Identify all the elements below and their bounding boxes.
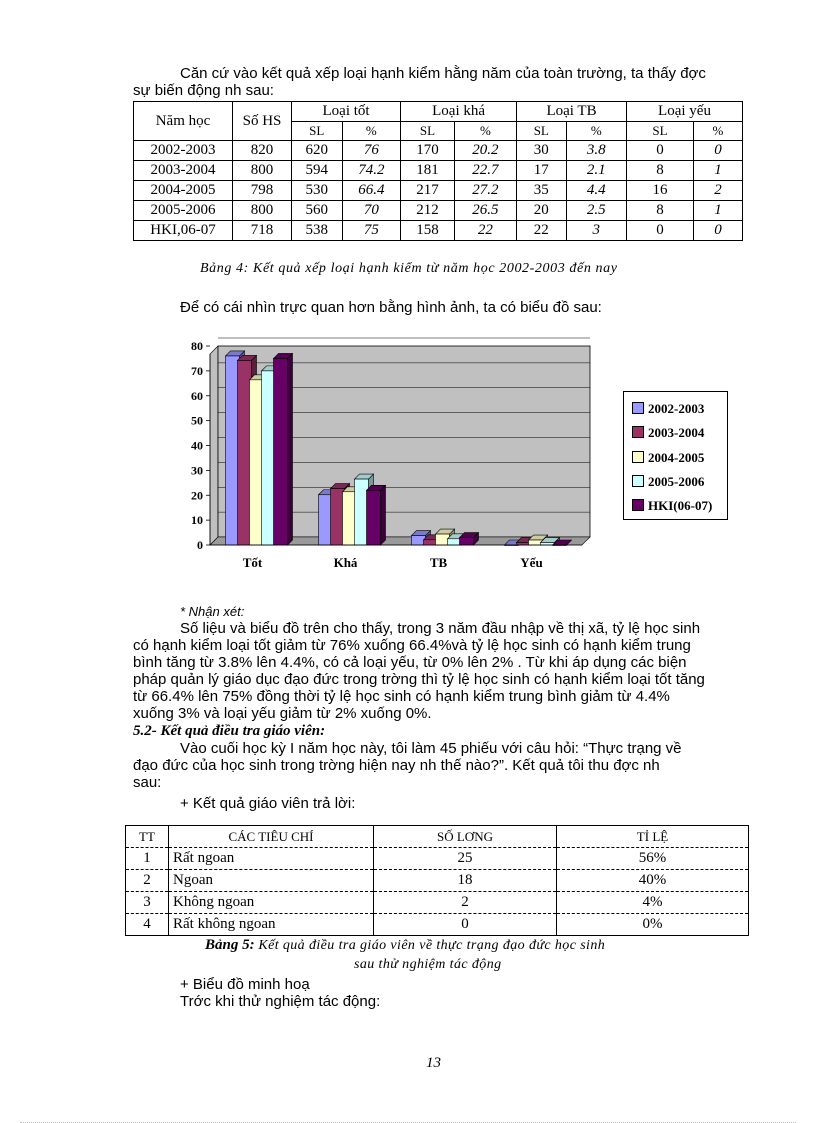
cell-fair-pct: 22.7 — [454, 161, 516, 181]
sub-pct: % — [566, 122, 626, 141]
bar — [274, 353, 293, 545]
header-fair: Loại khá — [401, 102, 517, 122]
y-tick-label: 30 — [191, 463, 203, 478]
chart-intro: Để có cái nhìn trực quan hơn bằng hình ảnh, ta có biểu đồ sau: — [180, 299, 602, 316]
bar-front — [460, 538, 474, 545]
chart-side-wall — [210, 346, 218, 545]
sub-sl: SL — [401, 122, 455, 141]
legend-label: 2002-2003 — [648, 401, 705, 416]
bar-side — [288, 353, 293, 545]
legend-swatch — [632, 451, 644, 463]
legend-swatch — [632, 402, 644, 414]
closing-line-1: + Biểu đồ minh hoạ — [180, 976, 310, 993]
cell-hs: 718 — [233, 221, 292, 241]
cell-weak-pct: 1 — [693, 161, 742, 181]
table-row — [134, 141, 743, 161]
sub-pct: % — [693, 122, 742, 141]
table2-caption-line-2: sau thử nghiệm tác động — [354, 957, 502, 972]
cell-hs: 820 — [233, 141, 292, 161]
cell-criteria: Ngoan — [169, 870, 374, 892]
cell-ratio: 4% — [557, 892, 749, 914]
caption-label: Bảng 5: — [205, 937, 255, 953]
cell-weak-sl: 0 — [627, 221, 694, 241]
x-tick-label: Tốt — [242, 555, 263, 570]
cell-avg-sl: 35 — [517, 181, 566, 201]
cell-fair-sl: 170 — [401, 141, 455, 161]
legend-item — [632, 498, 712, 514]
cell-fair-sl: 217 — [401, 181, 455, 201]
table-row — [134, 161, 743, 181]
header-ratio: TỈ LỆ — [557, 826, 749, 848]
legend-label: 2004-2005 — [648, 450, 705, 465]
table-row — [126, 870, 749, 892]
sub-sl: SL — [627, 122, 694, 141]
legend-item — [632, 474, 704, 490]
cell-ratio: 0% — [557, 914, 749, 936]
cell-count: 2 — [374, 892, 557, 914]
intro-line-1: Căn cứ vào kết quả xếp loại hạnh kiểm hằng năm của toàn trường, ta thấy đợc — [180, 65, 706, 82]
cell-year: 2005-2006 — [134, 201, 233, 221]
cell-avg-sl: 22 — [517, 221, 566, 241]
table-row — [126, 892, 749, 914]
caption-text: Kết quả điều tra giáo viên về thực trạng đạo đức học sinh — [258, 938, 606, 953]
y-tick-label: 40 — [191, 438, 203, 453]
cell-good-sl: 594 — [292, 161, 343, 181]
cell-avg-sl: 20 — [517, 201, 566, 221]
cell-hs: 800 — [233, 161, 292, 181]
legend-swatch — [632, 426, 644, 438]
cell-weak-pct: 0 — [693, 221, 742, 241]
cell-avg-pct: 3 — [566, 221, 626, 241]
cell-year: HKI,06-07 — [134, 221, 233, 241]
legend-item — [632, 401, 704, 417]
y-tick-label: 50 — [191, 413, 203, 428]
sub-sl: SL — [517, 122, 566, 141]
cell-criteria: Không ngoan — [169, 892, 374, 914]
cell-ratio: 56% — [557, 848, 749, 870]
cell-fair-pct: 27.2 — [454, 181, 516, 201]
table-row — [126, 914, 749, 936]
bar — [367, 485, 386, 545]
cell-count: 25 — [374, 848, 557, 870]
sub-pct: % — [454, 122, 516, 141]
result-label: + Kết quả giáo viên trả lời: — [180, 795, 356, 812]
cell-avg-sl: 17 — [517, 161, 566, 181]
remark-line: từ 66.4% lên 75% đồng thời tỷ lệ học sinh có hạnh kiểm trung bình giảm từ 4.4% — [133, 688, 670, 705]
cell-ratio: 40% — [557, 870, 749, 892]
y-tick-label: 0 — [197, 538, 203, 552]
x-tick-label: TB — [429, 555, 448, 570]
table-row — [134, 201, 743, 221]
cell-good-pct: 76 — [342, 141, 401, 161]
cell-fair-pct: 26.5 — [454, 201, 516, 221]
header-good: Loại tốt — [292, 102, 401, 122]
legend-swatch — [632, 475, 644, 487]
cell-count: 18 — [374, 870, 557, 892]
cell-weak-sl: 8 — [627, 201, 694, 221]
cell-good-sl: 620 — [292, 141, 343, 161]
bar-front — [274, 358, 288, 545]
cell-good-sl: 538 — [292, 221, 343, 241]
header-avg: Loại TB — [517, 102, 627, 122]
cell-fair-pct: 20.2 — [454, 141, 516, 161]
x-tick-label: Yếu — [520, 555, 543, 570]
header-tt: TT — [126, 826, 169, 848]
remark-title: * Nhận xét: — [180, 604, 245, 619]
cell-good-pct: 74.2 — [342, 161, 401, 181]
cell-year: 2002-2003 — [134, 141, 233, 161]
conduct-table — [133, 101, 743, 241]
cell-tt: 3 — [126, 892, 169, 914]
legend-label: HKI(06-07) — [648, 498, 713, 513]
cell-weak-pct: 1 — [693, 201, 742, 221]
cell-avg-sl: 30 — [517, 141, 566, 161]
cell-criteria: Rất ngoan — [169, 848, 374, 870]
cell-good-pct: 66.4 — [342, 181, 401, 201]
cell-weak-pct: 2 — [693, 181, 742, 201]
section-line: sau: — [133, 774, 162, 791]
y-tick-label: 70 — [191, 363, 203, 378]
cell-weak-sl: 8 — [627, 161, 694, 181]
section-line: Vào cuối học kỳ I năm học này, tôi làm 45 phiếu với câu hỏi: “Thực trạng về — [180, 740, 682, 757]
cell-hs: 800 — [233, 201, 292, 221]
table2-caption-line-1 — [205, 937, 605, 954]
legend-label: 2005-2006 — [648, 474, 705, 489]
teacher-survey-table — [125, 825, 749, 936]
bar-side — [381, 485, 386, 545]
table1-caption: Bảng 4: Kết quả xếp loại hạnh kiểm từ năm học 2002-2003 đến nay — [200, 261, 618, 276]
table-row — [134, 181, 743, 201]
remark-line: pháp quản lý giáo dục đạo đức trong trờng thì tỷ lệ học sinh có hạnh kiểm loại tốt tăng — [133, 671, 705, 688]
y-tick-label: 20 — [191, 488, 203, 503]
header-criteria: CÁC TIÊU CHÍ — [169, 826, 374, 848]
cell-avg-pct: 3.8 — [566, 141, 626, 161]
section-line: đạo đức của học sinh trong trờng hiện nay nh thế nào?”. Kết quả tôi thu đợc nh — [133, 757, 660, 774]
remark-line: Số liệu và biểu đồ trên cho thấy, trong 3 năm đầu nhập về thị xã, tỷ lệ học sinh — [180, 620, 701, 637]
cell-good-pct: 70 — [342, 201, 401, 221]
remark-line: bình tăng từ 3.8% lên 4.4%, có cả loại yếu, từ 0% lên 2% . Từ khi áp dụng các biện — [133, 654, 687, 671]
cell-good-sl: 560 — [292, 201, 343, 221]
cell-tt: 2 — [126, 870, 169, 892]
cell-year: 2003-2004 — [134, 161, 233, 181]
header-weak: Loại yếu — [627, 102, 743, 122]
cell-year: 2004-2005 — [134, 181, 233, 201]
bar-front — [367, 490, 381, 545]
cell-fair-pct: 22 — [454, 221, 516, 241]
sub-pct: % — [342, 122, 401, 141]
x-tick-label: Khá — [333, 555, 358, 570]
remark-line: có hạnh kiểm loại tốt giảm từ 76% xuống 66.4%và tỷ lệ học sinh có hạnh kiểm trung — [133, 637, 691, 654]
section-5-2-title: 5.2- Kết quả điều tra giáo viên: — [133, 723, 326, 739]
header-count: SỐ LƠNG — [374, 826, 557, 848]
chart-x-ticks — [243, 555, 543, 570]
cell-weak-sl: 0 — [627, 141, 694, 161]
header-year: Năm học — [134, 102, 233, 141]
y-tick-label: 80 — [191, 339, 203, 353]
cell-avg-pct: 4.4 — [566, 181, 626, 201]
chart-legend — [623, 391, 728, 520]
legend-item — [632, 450, 704, 466]
cell-avg-pct: 2.1 — [566, 161, 626, 181]
intro-line-2: sự biến động nh sau: — [133, 82, 274, 99]
cell-weak-pct: 0 — [693, 141, 742, 161]
header-count: Số HS — [233, 102, 292, 141]
table-row — [134, 221, 743, 241]
sub-sl: SL — [292, 122, 343, 141]
cell-criteria: Rất không ngoan — [169, 914, 374, 936]
y-tick-label: 60 — [191, 388, 203, 403]
cell-fair-sl: 158 — [401, 221, 455, 241]
legend-item — [632, 425, 704, 441]
cell-weak-sl: 16 — [627, 181, 694, 201]
cell-tt: 1 — [126, 848, 169, 870]
closing-line-2: Trớc khi thử nghiệm tác động: — [180, 993, 381, 1010]
legend-swatch — [632, 499, 644, 511]
table-row — [126, 848, 749, 870]
y-tick-label: 10 — [191, 513, 203, 528]
cell-fair-sl: 212 — [401, 201, 455, 221]
cell-fair-sl: 181 — [401, 161, 455, 181]
legend-label: 2003-2004 — [648, 425, 705, 440]
remark-line: xuống 3% và loại yếu giảm từ 2% xuống 0%. — [133, 705, 432, 722]
cell-avg-pct: 2.5 — [566, 201, 626, 221]
page-number: 13 — [426, 1055, 441, 1071]
bar — [460, 533, 479, 545]
cell-hs: 798 — [233, 181, 292, 201]
cell-tt: 4 — [126, 914, 169, 936]
table-header-row — [126, 826, 749, 848]
cell-good-sl: 530 — [292, 181, 343, 201]
cell-count: 0 — [374, 914, 557, 936]
cell-good-pct: 75 — [342, 221, 401, 241]
